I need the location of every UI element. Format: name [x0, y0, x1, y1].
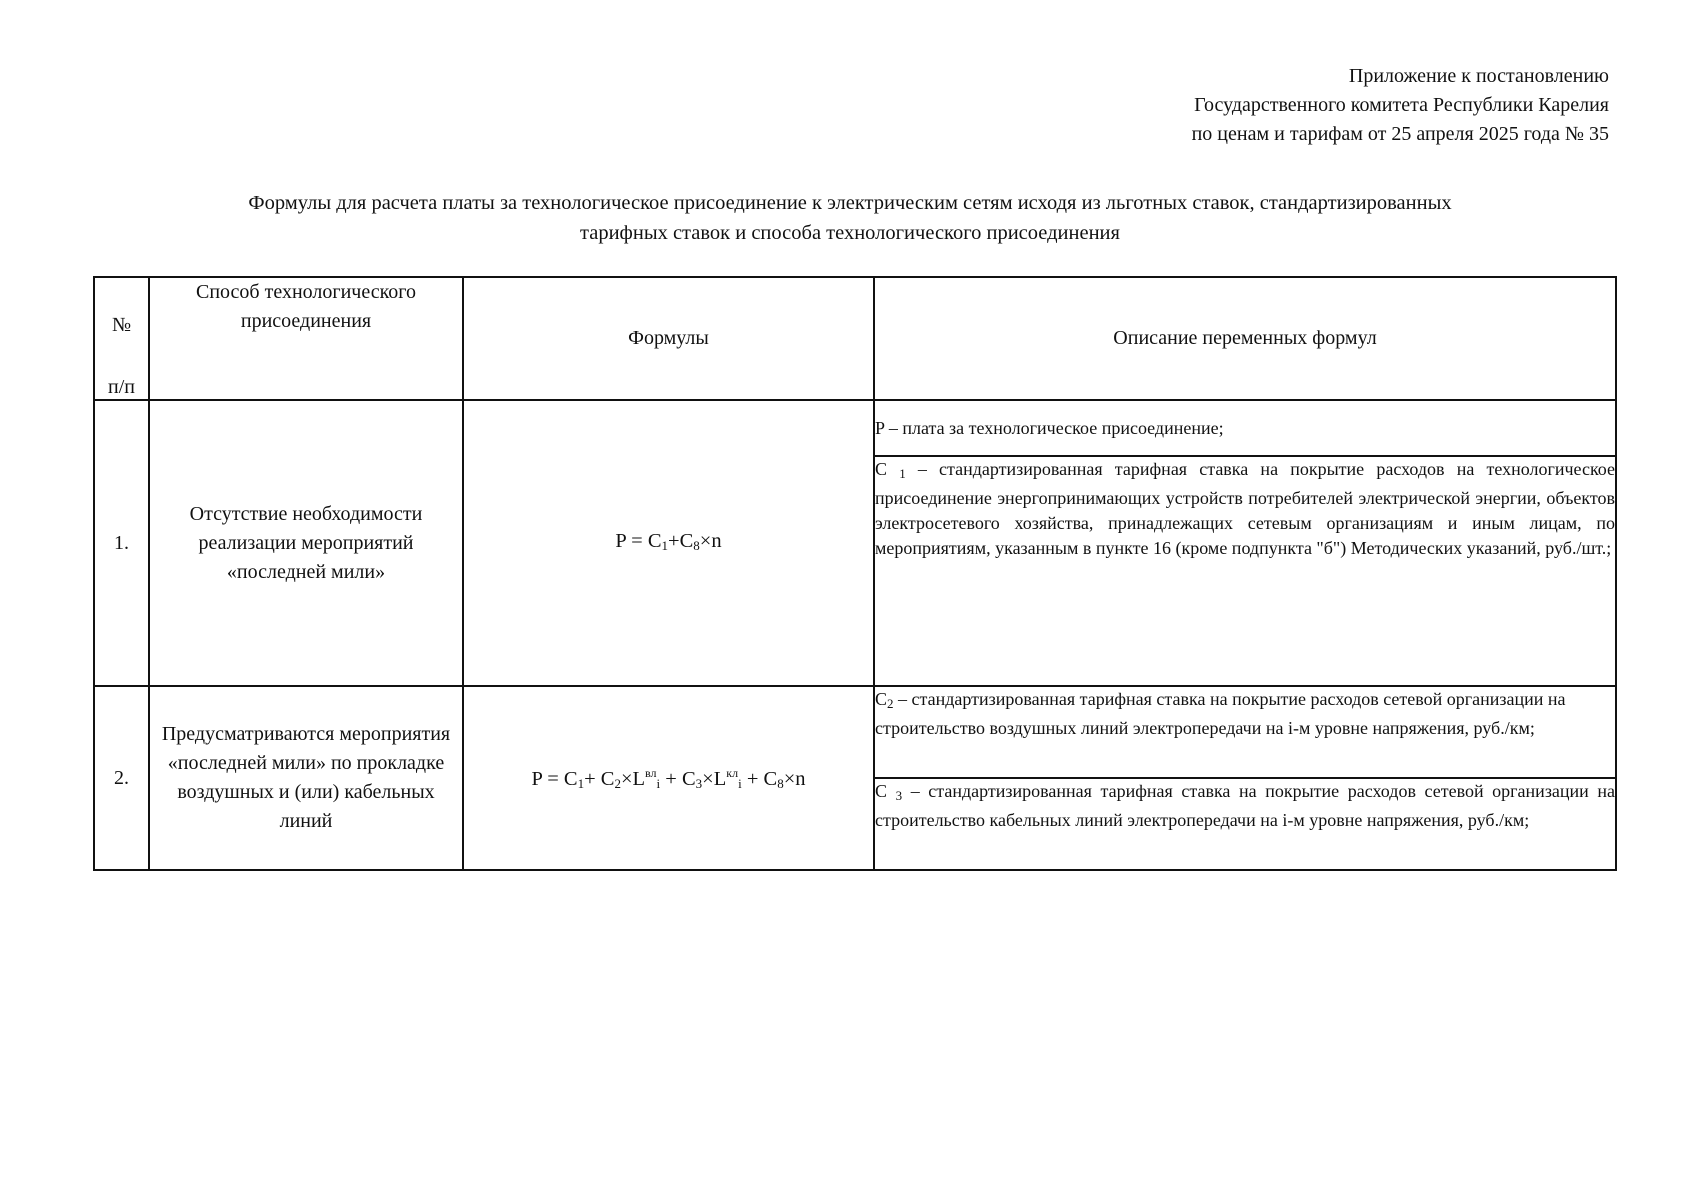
variable-description: C $_1$ – стандартизированная тарифная ставка на покрытие расходов на технологическое присоединение энергопринимающих устройств потребителей электрической энергии, объектов электросетевого хозяйства, принадлежащих сетевым организациям и иным лицам, по мероприятиям, указанным в пункте 16 (кроме подпункта "б") Методических указаний, руб./шт.;	[874, 456, 1616, 686]
variable-description: P – плата за технологическое присоединение;	[874, 400, 1616, 456]
table-header-row	[94, 277, 1616, 400]
row-formula: $P = C_1+ C_2\times L^{вл}_i + C_3\times L^{кл}_i + C_8\times n$	[463, 686, 874, 870]
document-title	[110, 188, 1590, 248]
header-formulas: Формулы	[463, 277, 874, 400]
header-number-pp: п/п	[108, 376, 135, 398]
row-number: 2.	[94, 686, 149, 870]
header-note-line-1: Приложение к постановлению	[1348, 65, 1609, 87]
header-number-sign: №	[111, 314, 132, 336]
header-method: Способ технологического присоединения	[149, 277, 463, 400]
header-note	[1192, 62, 1609, 149]
header-note-line-2: Государственного комитета Республики Карелия	[1194, 94, 1609, 116]
row-method: Отсутствие необходимости реализации мероприятий «последней мили»	[149, 400, 463, 686]
table-row	[94, 400, 1616, 456]
document-title-line-2: тарифных ставок и способа технологического присоединения	[580, 222, 1120, 244]
row-formula: $P = C_1+C_8\times n$	[463, 400, 874, 686]
document-title-line-1: Формулы для расчета платы за технологическое присоединение к электрическим сетям исходя из льготных ставок, стандартизированных	[248, 192, 1452, 214]
variable-description: C $_3$ – стандартизированная тарифная ставка на покрытие расходов сетевой организации на строительство кабельных линий электропередачи на i-м уровне напряжения, руб./км;	[874, 778, 1616, 870]
header-note-line-3: по ценам и тарифам от 25 апреля 2025 года № 35	[1191, 123, 1609, 145]
header-number	[94, 277, 149, 400]
formulas-table	[93, 276, 1617, 871]
row-method: Предусматриваются мероприятия «последней мили» по прокладке воздушных и (или) кабельных линий	[149, 686, 463, 870]
table-row	[94, 686, 1616, 778]
row-number: 1.	[94, 400, 149, 686]
header-description: Описание переменных формул	[874, 277, 1616, 400]
variable-description: $C_2$ – стандартизированная тарифная ставка на покрытие расходов сетевой организации на строительство воздушных линий электропередачи на i-м уровне напряжения, руб./км;	[874, 686, 1616, 778]
